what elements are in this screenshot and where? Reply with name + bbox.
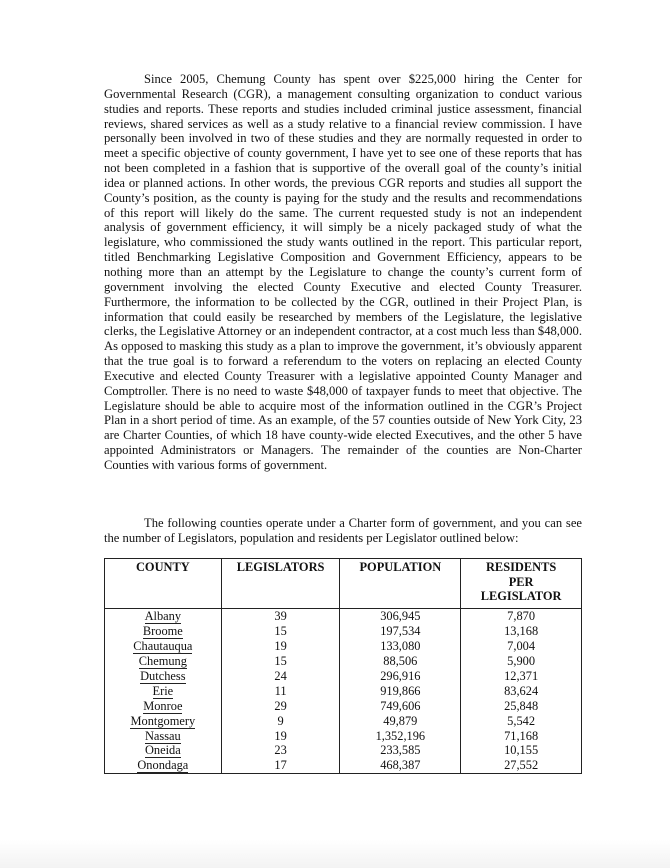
legislators-cell: 17 (221, 758, 340, 773)
residents-cell: 13,168 (461, 624, 582, 639)
population-cell: 919,866 (340, 683, 461, 698)
county-name: Erie (152, 683, 174, 698)
county-cell (105, 639, 222, 654)
county-cell (105, 669, 222, 684)
header-legislators: LEGISLATORS (221, 559, 340, 609)
residents-cell: 25,848 (461, 698, 582, 713)
residents-cell: 7,870 (461, 609, 582, 624)
county-name: Monroe (143, 698, 183, 713)
legislators-cell: 9 (221, 713, 340, 728)
table-header-row (105, 559, 582, 609)
county-cell (105, 698, 222, 713)
body-paragraph-cgr-studies: Since 2005, Chemung County has spent over $225,000 hiring the Center for Governmental Research (CGR), a management consulting organization to conduct various studies and reports. These reports and studies included criminal justice assessment, financial reviews, shared services as well as a study relative to a financial review commission. I have personally been involved in two of these studies and they are normally requested in order to meet a specific objective of county government, I have yet to see one of these reports that has not been completed in a fashion that is supportive of the overall goal of the county’s initial idea or planned actions. In other words, the previous CGR reports and studies all support the County’s position, as the county is paying for the study and the results and recommendations of this report will likely do the same. The current requested study is not an independent analysis of government efficiency, it will simply be a nicely packaged study of what the legislature, who commissioned the study wants outlined in the report. This particular report, titled Benchmarking Legislative Composition and Government Efficiency, appears to be nothing more than an attempt by the Legislature to change the county’s current form of government involving the elected County Executive and elected County Treasurer. Furthermore, the information to be collected by the CGR, outlined in their Project Plan, is information that could easily be researched by members of the Legislature, the legislative clerks, the Legislative Attorney or an independent contractor, at a cost much less than $48,000. As opposed to masking this study as a plan to improve the government, it’s obviously apparent that the true goal is to forward a referendum to the voters on replacing an elected County Executive and elected County Treasurer with a legislative appointed County Manager and Comptroller. There is no need to waste $48,000 of taxpayer funds to meet that objective. The Legislature should be able to acquire most of the information outlined in the CGR’s Project Plan in a short period of time. As an example, of the 57 counties outside of New York City, 23 are Charter Counties, of which 18 have county-wide elected Executives, and the other 5 have appointed Administrators or Managers. The remainder of the counties are Non-Charter Counties with various forms of government. (104, 72, 582, 472)
residents-cell: 27,552 (461, 758, 582, 773)
population-cell: 88,506 (340, 654, 461, 669)
legislators-cell: 24 (221, 669, 340, 684)
legislators-cell: 39 (221, 609, 340, 624)
population-cell: 133,080 (340, 639, 461, 654)
table-row (105, 713, 582, 728)
county-name: Nassau (144, 728, 181, 743)
table-row (105, 654, 582, 669)
population-cell: 749,606 (340, 698, 461, 713)
residents-cell: 7,004 (461, 639, 582, 654)
county-cell (105, 683, 222, 698)
legislators-cell: 15 (221, 624, 340, 639)
county-name: Chemung (138, 654, 187, 669)
county-name: Montgomery (130, 713, 196, 728)
county-name: Dutchess (140, 669, 186, 683)
population-cell: 296,916 (340, 669, 461, 684)
table-row (105, 609, 582, 624)
county-cell (105, 609, 222, 624)
residents-cell: 83,624 (461, 683, 582, 698)
county-name: Chautauqua (133, 639, 193, 654)
legislators-cell: 15 (221, 654, 340, 669)
table-row (105, 624, 582, 639)
legislators-cell: 11 (221, 683, 340, 698)
body-paragraph-charter-counties: The following counties operate under a Charter form of government, and you can see the number of Legislators, population and residents per Legislator outlined below: (104, 516, 582, 545)
county-name: Albany (144, 609, 182, 624)
residents-cell: 5,542 (461, 713, 582, 728)
header-residents-per-legislator (461, 559, 582, 609)
table-row (105, 683, 582, 698)
charter-counties-table (104, 558, 582, 774)
county-cell (105, 758, 222, 773)
residents-cell: 71,168 (461, 728, 582, 743)
table-row (105, 728, 582, 743)
table-row (105, 758, 582, 773)
residents-cell: 10,155 (461, 743, 582, 758)
population-cell: 1,352,196 (340, 728, 461, 743)
header-residents-line2: PER (508, 574, 534, 589)
residents-cell: 5,900 (461, 654, 582, 669)
population-cell: 306,945 (340, 609, 461, 624)
table-row (105, 743, 582, 758)
page-bottom-shade (0, 840, 670, 868)
county-cell (105, 728, 222, 743)
table-row (105, 698, 582, 713)
legislators-cell: 19 (221, 639, 340, 654)
legislators-cell: 19 (221, 728, 340, 743)
table-row (105, 669, 582, 684)
legislators-cell: 23 (221, 743, 340, 758)
county-cell (105, 654, 222, 669)
population-cell: 197,534 (340, 624, 461, 639)
table-row (105, 639, 582, 654)
county-cell (105, 624, 222, 639)
county-cell (105, 743, 222, 758)
population-cell: 49,879 (340, 713, 461, 728)
population-cell: 233,585 (340, 743, 461, 758)
header-population: POPULATION (340, 559, 461, 609)
header-residents-line3: LEGISLATOR (480, 589, 562, 603)
header-residents-line1: RESIDENTS (485, 560, 557, 574)
legislators-cell: 29 (221, 698, 340, 713)
county-name: Broome (142, 624, 183, 639)
county-name: Oneida (144, 743, 181, 758)
county-name: Onondaga (137, 758, 189, 773)
residents-cell: 12,371 (461, 669, 582, 684)
population-cell: 468,387 (340, 758, 461, 773)
header-county: COUNTY (105, 559, 222, 609)
county-cell (105, 713, 222, 728)
